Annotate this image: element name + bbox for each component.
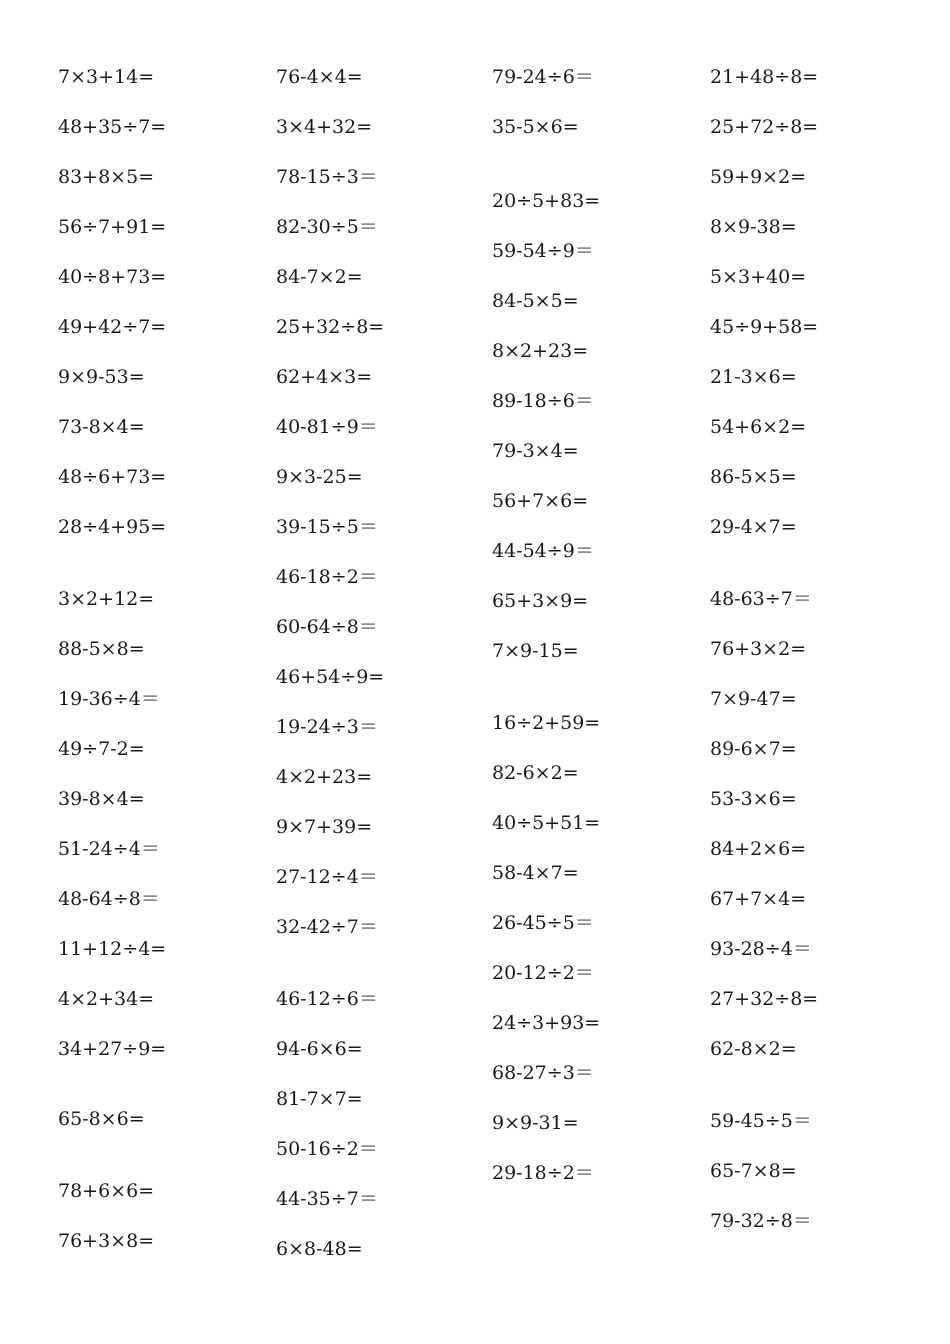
arithmetic-problem: 7×9-47= [710,688,797,710]
arithmetic-problem: 26-45÷5＝ [492,912,594,934]
arithmetic-problem: 32-42÷7＝ [276,916,378,938]
arithmetic-problem: 81-7×7= [276,1088,363,1110]
arithmetic-problem: 82-6×2= [492,762,579,784]
arithmetic-problem: 9×7+39= [276,816,373,838]
problem-column-4 [710,0,920,1344]
arithmetic-problem: 9×9-53= [58,366,145,388]
arithmetic-problem: 7×3+14= [58,66,155,88]
arithmetic-problem: 79-32÷8＝ [710,1210,812,1232]
arithmetic-problem: 21+48÷8= [710,66,819,88]
arithmetic-problem: 29-18÷2＝ [492,1162,594,1184]
arithmetic-problem: 3×2+12= [58,588,155,610]
arithmetic-problem: 4×2+34= [58,988,155,1010]
arithmetic-problem: 24÷3+93= [492,1012,601,1034]
arithmetic-problem: 89-6×7= [710,738,797,760]
arithmetic-problem: 76-4×4= [276,66,363,88]
arithmetic-problem: 93-28÷4＝ [710,938,812,960]
arithmetic-problem: 46-18÷2＝ [276,566,378,588]
arithmetic-problem: 39-8×4= [58,788,145,810]
arithmetic-problem: 78-15÷3＝ [276,166,378,188]
arithmetic-problem: 62+4×3= [276,366,373,388]
arithmetic-problem: 44-54÷9＝ [492,540,594,562]
arithmetic-problem: 46+54÷9= [276,666,385,688]
arithmetic-problem: 34+27÷9= [58,1038,167,1060]
arithmetic-problem: 59+9×2= [710,166,807,188]
arithmetic-problem: 79-3×4= [492,440,579,462]
arithmetic-problem: 19-36÷4＝ [58,688,160,710]
arithmetic-problem: 82-30÷5＝ [276,216,378,238]
arithmetic-problem: 53-3×6= [710,788,797,810]
arithmetic-problem: 68-27÷3＝ [492,1062,594,1084]
arithmetic-problem: 3×4+32= [276,116,373,138]
arithmetic-problem: 35-5×6= [492,116,579,138]
arithmetic-problem: 83+8×5= [58,166,155,188]
arithmetic-problem: 25+72÷8= [710,116,819,138]
arithmetic-problem: 29-4×7= [710,516,797,538]
arithmetic-problem: 16÷2+59= [492,712,601,734]
arithmetic-problem: 67+7×4= [710,888,807,910]
arithmetic-problem: 54+6×2= [710,416,807,438]
arithmetic-problem: 27-12÷4＝ [276,866,378,888]
arithmetic-problem: 4×2+23= [276,766,373,788]
arithmetic-problem: 76+3×8= [58,1230,155,1252]
arithmetic-problem: 9×9-31= [492,1112,579,1134]
arithmetic-problem: 20-12÷2＝ [492,962,594,984]
arithmetic-problem: 48-64÷8＝ [58,888,160,910]
arithmetic-problem: 56+7×6= [492,490,589,512]
arithmetic-problem: 44-35÷7＝ [276,1188,378,1210]
arithmetic-problem: 8×2+23= [492,340,589,362]
arithmetic-problem: 76+3×2= [710,638,807,660]
arithmetic-problem: 51-24÷4＝ [58,838,160,860]
arithmetic-problem: 25+32÷8= [276,316,385,338]
arithmetic-problem: 19-24÷3＝ [276,716,378,738]
arithmetic-problem: 49+42÷7= [58,316,167,338]
arithmetic-problem: 62-8×2= [710,1038,797,1060]
problem-column-1 [58,0,268,1344]
arithmetic-problem: 94-6×6= [276,1038,363,1060]
arithmetic-problem: 89-18÷6＝ [492,390,594,412]
arithmetic-problem: 78+6×6= [58,1180,155,1202]
arithmetic-problem: 49÷7-2= [58,738,145,760]
arithmetic-problem: 5×3+40= [710,266,807,288]
problem-column-3 [492,0,702,1344]
arithmetic-problem: 48+35÷7= [58,116,167,138]
arithmetic-problem: 84-5×5= [492,290,579,312]
arithmetic-problem: 8×9-38= [710,216,797,238]
arithmetic-problem: 65-8×6= [58,1108,145,1130]
arithmetic-problem: 6×8-48= [276,1238,363,1260]
arithmetic-problem: 21-3×6= [710,366,797,388]
arithmetic-problem: 59-45÷5＝ [710,1110,812,1132]
arithmetic-problem: 39-15÷5＝ [276,516,378,538]
arithmetic-problem: 56÷7+91= [58,216,167,238]
arithmetic-problem: 84-7×2= [276,266,363,288]
arithmetic-problem: 40÷8+73= [58,266,167,288]
arithmetic-problem: 60-64÷8＝ [276,616,378,638]
arithmetic-problem: 50-16÷2＝ [276,1138,378,1160]
arithmetic-problem: 65-7×8= [710,1160,797,1182]
arithmetic-problem: 88-5×8= [58,638,145,660]
arithmetic-problem: 40-81÷9＝ [276,416,378,438]
arithmetic-problem: 86-5×5= [710,466,797,488]
arithmetic-problem: 11+12÷4= [58,938,167,960]
arithmetic-problem: 40÷5+51= [492,812,601,834]
problem-column-2 [276,0,486,1344]
arithmetic-problem: 58-4×7= [492,862,579,884]
arithmetic-problem: 48÷6+73= [58,466,167,488]
arithmetic-problem: 45÷9+58= [710,316,819,338]
arithmetic-problem: 20÷5+83= [492,190,601,212]
arithmetic-problem: 48-63÷7＝ [710,588,812,610]
arithmetic-problem: 59-54÷9＝ [492,240,594,262]
arithmetic-problem: 27+32÷8= [710,988,819,1010]
arithmetic-problem: 46-12÷6＝ [276,988,378,1010]
arithmetic-problem: 7×9-15= [492,640,579,662]
arithmetic-problem: 9×3-25= [276,466,363,488]
arithmetic-problem: 73-8×4= [58,416,145,438]
arithmetic-problem: 65+3×9= [492,590,589,612]
arithmetic-problem: 84+2×6= [710,838,807,860]
arithmetic-problem: 79-24÷6＝ [492,66,594,88]
arithmetic-problem: 28÷4+95= [58,516,167,538]
